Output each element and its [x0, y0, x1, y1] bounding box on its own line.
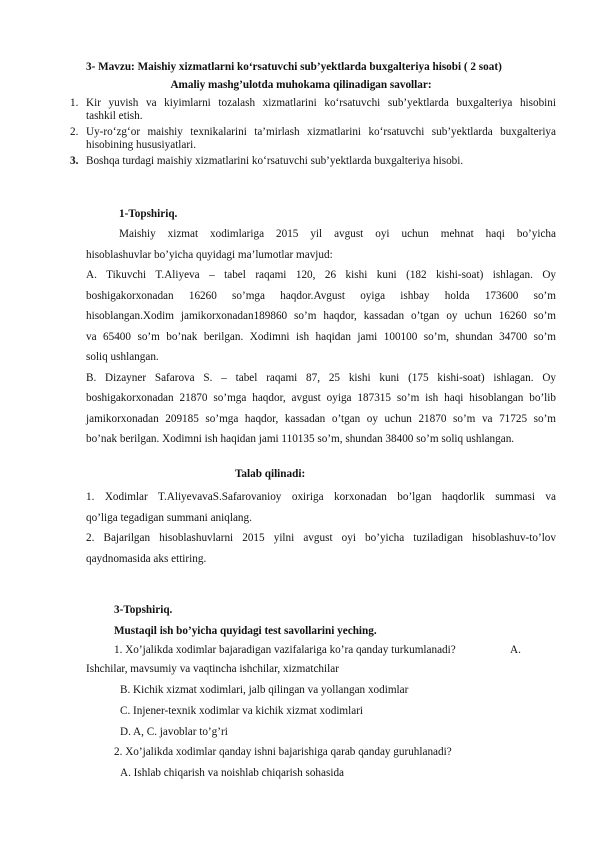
question-text-cont: tashkil etish. [86, 110, 143, 122]
requirement-2: 2. Bajarilgan hisoblashuvlarni 2015 yilni avgust oyi bo’yicha tuziladigan hisoblashuv-to’lov [86, 532, 556, 544]
question-number: 3. [70, 155, 79, 167]
employee-a-text: va 65400 so’m bo’nak berilgan. Xodimni ish haqidan jami 100100 so’m, shundan 34700 so’m [86, 330, 556, 343]
section-subtitle: Amaliy mashg’ulotda muhokama qilinadigan savollar: [170, 79, 432, 91]
required-body [86, 487, 556, 569]
q1-option-c: C. Injener-texnik xodimlar va kichik xizmat xodimlari [120, 705, 364, 717]
task3-heading: 3-Topshiriq. [114, 604, 173, 616]
requirement-1-cont: qo’liga tegadigan summani aniqlang. [86, 511, 252, 524]
question-text-cont: hisobining hususiyatlari. [86, 139, 197, 151]
task1-intro-cont: hisoblashuvlar bo’yicha quyidagi ma’lumotlar mavjud: [86, 248, 333, 261]
employee-a-text: hisoblangan.Xodim jamikorxonadan189860 so’m haqdor, kassadan o’tgan oy uchun 16260 so’m [86, 310, 556, 322]
topic-title: 3- Mavzu: Maishiy xizmatlarni ko‘rsatuvchi sub’yektlarda buxgalteriya hisobi ( 2 soat) [86, 61, 502, 73]
requirement-2-cont: qaydnomasida aks ettiring. [86, 552, 207, 565]
q1-option-a: Ishchilar, mavsumiy va vaqtincha ishchilar, xizmatchilar [86, 663, 339, 675]
question-item [70, 97, 556, 123]
task3-subheading: Mustaqil ish bo’yicha quyidagi test savollarini yeching. [114, 625, 377, 637]
employee-b-text: boshigakorxonadan 21870 so’mga haqdor, avgust oyiga 187315 so’m ish haqi hisoblangan bo’lib [86, 392, 556, 404]
employee-b-text: bo’nak berilgan. Xodimni ish haqidan jami 110135 so’m, shundan 38400 so’m soliq ushlangan. [86, 433, 515, 445]
task1-intro: Maishiy xizmat xodimlariga 2015 yil avgust oyi uchun mehnat haqi bo’yicha [119, 228, 556, 240]
test-question-2: 2. Xo’jalikda xodimlar qanday ishni bajarishiga qarab qanday guruhlanadi? [114, 746, 452, 758]
question-text: Kir yuvish va kiyimlarni tozalash xizmatlarini ko‘rsatuvchi sub’yektlarda buxgalteriya hisobini [86, 97, 556, 109]
required-heading: Talab qilinadi: [235, 468, 306, 480]
task1-body [86, 224, 556, 450]
q1-option-b: B. Kichik xizmat xodimlari, jalb qilingan va yollangan xodimlar [120, 684, 409, 696]
question-item [70, 155, 556, 168]
requirement-1: 1. Xodimlar T.AliyevavaS.Safarovanioy oxiriga korxonadan bo’lgan haqdorlik summasi va [86, 491, 556, 503]
question-text: Uy-ro‘zg‘or maishiy texnikalarini ta’mirlash xizmatlarini ko‘rsatuvchi sub’yektlarda buxgalteriya [86, 126, 556, 138]
employee-a-text: soliq ushlangan. [86, 351, 159, 363]
test-question-1: 1. Xo’jalikda xodimlar bajaradigan vazifalariga ko’ra qanday turkumlanadi? [114, 644, 456, 656]
question-number: 1. [70, 97, 79, 109]
employee-a-text: boshigakorxonadan 16260 so’mga haqdor.Avgust oyiga ishbay holda 173600 so’m [86, 289, 556, 302]
q2-option-a: A. Ishlab chiqarish va noishlab chiqarish sohasida [120, 767, 345, 779]
q1-option-d: D. A, C. javoblar to’g’ri [120, 726, 228, 738]
employee-b-text: B. Dizayner Safarova S. – tabel raqami 87, 25 kishi kuni (175 kishi-soat) ishlagan. Oy [86, 371, 556, 384]
employee-a-text: A. Tikuvchi T.Aliyeva – tabel raqami 120, 26 kishi kuni (182 kishi-soat) ishlagan. Oy [86, 269, 556, 281]
question-text: Boshqa turdagi maishiy xizmatlarini ko‘rsatuvchi sub’yektlarda buxgalteriya hisobi. [86, 155, 464, 167]
question-number: 2. [70, 126, 79, 138]
q1-option-a-label: A. [510, 644, 521, 656]
task1-heading: 1-Topshiriq. [119, 208, 178, 220]
discussion-questions [70, 97, 556, 168]
employee-b-text: jamikorxonadan 209185 so’mga haqdor, kassadan o’tgan oy uchun 21870 so’m va 71725 so’m [86, 412, 556, 425]
question-item [70, 126, 556, 152]
